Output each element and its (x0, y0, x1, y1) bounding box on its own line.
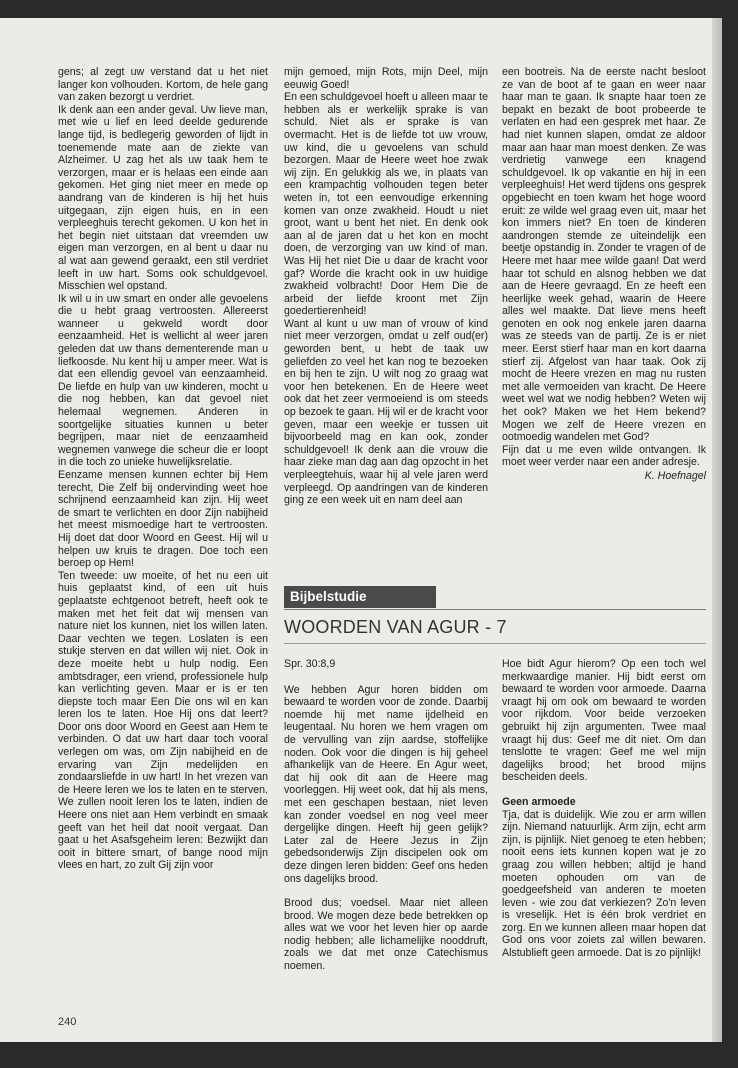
bible-study-column-1 (284, 658, 488, 973)
paragraph: Want al kunt u uw man of vrouw of kind niet meer verzorgen, omdat u zelf oud(er) geworden bent, u hebt de taak uw geliefden zo veel het kan nog te bezoeken en bij hen te zijn. U wilt nog zo graag wat voor hen betekenen. En de Heere weet ook dat het zeer vermoeiend is om steeds op bezoek te gaan. Hij wil er de kracht voor geven, maar een weekje er tussen uit bijvoorbeeld mag en kan ook, zonder schuldgevoel! Ik denk aan die vrouw die haar zieke man dag aan dag opzocht in het verpleegtehuis, waar hij al vele jaren werd verpleegd. Op aandringen van de kinderen ging ze een week uit en nam deel aan (284, 317, 488, 507)
paragraph: Tja, dat is duidelijk. Wie zou er arm willen zijn. Niemand natuurlijk. Arm zijn, echt arm zijn, is pijnlijk. Niet genoeg te eten hebben; nooit eens iets kunnen kopen wat je zo graag zou willen hebben; altijd je hand moeten ophouden om van de goedgeefsheid van anderen te moeten leven - wie zou dat verkiezen? Zo'n leven is vreselijk. Het is één brok verdriet en zorg. En we kunnen alleen maar hopen dat God ons voor zoiets zal willen bewaren. Alstublieft geen armoede. Dat is zo pijnlijk! (502, 808, 706, 960)
article-column-3 (502, 66, 706, 483)
article-title: WOORDEN VAN AGUR - 7 (284, 617, 507, 637)
paragraph: En een schuldgevoel hoeft u alleen maar te hebben als er werkelijk sprake is van schuld. Niet als er sprake is van overmacht. Het is de liefde tot uw vrouw, uw kind, die u gevoelens van schuld bezorgen. Maar de Heere weet hoe zwak wij zijn. En gelukkig als we, in plaats van een krampachtig volhouden tegen beter weten in, tot een eenvoudige erkenning komen van onze zwakheid. Houdt u niet groot, want u bent het niet. En denk ook aan al de jaren dat u het kon en mocht doen, de verzorging van uw kind of man. Was Hij het niet Die u daar de kracht voor gaf? Worde die kracht ook in uw huidige zwakheid volbracht! Door Hem Die de arbeid der liefde kroont met Zijn goedertierenheid! (284, 91, 488, 318)
page-number: 240 (58, 1016, 77, 1028)
paragraph: mijn gemoed, mijn Rots, mijn Deel, mijn eeuwig Goed! (284, 66, 488, 91)
paragraph: We hebben Agur horen bidden om bewaard te worden voor de zonde. Daarbij noemde hij met name ijdelheid en leugentaal. Nu horen we hem vragen om de vervulling van zijn aardse, stoffelijke noden. Ook voor die dingen is hij geheel afhankelijk van de Heere. En Agur weet, dat hij ook dit aan de Heere mag voorleggen. Hij weet ook, dat hij als mens, met een geschapen bestaan, niet leven kan zonder voedsel en nog veel meer dergelijke dingen. Heeft hij geen gelijk? Later zal de Heere Jezus in Zijn gebedsonderwijs Zijn discipelen ook om deze dingen leren bidden: Geef ons heden ons dagelijks brood. (284, 683, 488, 885)
paragraph: Ik denk aan een ander geval. Uw lieve man, met wie u lief en leed deelde gedurende lange tijd, is bedlegerig geworden of lijdt in toenemende mate aan de ziekte van Alzheimer. U zag het als uw taak hem te verzorgen, maar er is helaas een einde aan gekomen. Het ging niet meer en mede op aandrang van de kinderen is hij het huis uitgegaan, zijn eigen huis, en in een verpleeghuis terecht gekomen. U kon het in het begin niet uitstaan dat vreemden uw eigen man verzorgen, en al bent u daar nu al wat aan gewend geraakt, een stil verdriet leeft in uw hart. Soms ook schuldgevoel. Misschien wel opstand. (58, 103, 268, 293)
paragraph: Eenzame mensen kunnen echter bij Hem terecht, Die Zelf bij ondervinding weet hoe schrijnend eenzaamheid kan zijn. Hij weet de smart te verlichten en door Zijn nabijheid het meest mismoedige hart te vertroosten. Hij doet dat door Woord en Geest. Hij wil u helpen uw kruis te dragen. Doe toch een beroep op Hem! (58, 469, 268, 570)
page-edge-shadow (712, 18, 722, 1042)
paragraph: Fijn dat u me even wilde ontvangen. Ik moet weer verder naar een ander adresje. (502, 443, 706, 469)
paragraph: Ten tweede: uw moeite, of het nu een uit huis geplaatst kind, of een uit huis geplaatste echtgenoot betreft, heeft ook te maken met het feit dat wij mensen van nature niet los kunnen, niet los willen laten. Daar vechten we tegen. Loslaten is een stukje sterven en dat willen wij niet. Ook in deze moeite hebt u hulp nodig. Een ambtsdrager, een vriend, professionele hulp kan verlichting geven. Maar er is er ten diepste toch maar Een Die ons wil en kan leren los te laten. Hoe Hij ons dat leert? Door ons door Woord en Geest aan Hem te verbinden. O dat uw hart daar toch vooral verlegen om was, om Zijn nabijheid en de ervaring van Zijn medelijden en zondaarsliefde in uw hart! In het vrezen van de Heere leren we los te laten en te sterven. We zullen nooit leren los te laten, indien de Heere ons niet aan Hem verbindt en smaak geeft van het heil dat nooit vergaat. Dan gaat u het Asafsgeheim leren: Bezwijkt dan ooit in bittere smart, of bange nood mijn vlees en hart, zo zult Gij zijn voor (58, 569, 268, 872)
scripture-reference: Spr. 30:8,9 (284, 658, 336, 670)
paragraph: Brood dus; voedsel. Maar niet alleen brood. We mogen deze bede betrekken op alles wat we voor het leven hier op aarde nodig hebben; alle lichamelijke nooddruft, zoals we dat met onze Catechismus noemen. (284, 897, 488, 973)
paragraph: Ik wil u in uw smart en onder alle gevoelens die u hebt graag vertroosten. Allereerst wanneer u gekweld wordt door eenzaamheid. Het is wellicht al weer jaren geleden dat uw thans dementerende man u liefkoosde. Nu kent hij u amper meer. Wat is dat een ellendig gevoel van eenzaamheid. De liefde en hulp van uw kinderen, mocht u die nog hebben, kan dat gevoel niet helemaal wegnemen. Anderen in soortgelijke situaties kunnen u beter begrijpen, maar niet de eenzaamheid wegnemen vanwege die scheur die er loopt in die toch zo unieke huwelijksrelatie. (58, 292, 268, 469)
title-underline (284, 643, 706, 644)
bible-study-column-2 (502, 658, 706, 960)
magazine-page (0, 18, 722, 1042)
paragraph: gens; al zegt uw verstand dat u het niet langer kon volhouden. Kortom, de hele gang van zaken bezorgt u verdriet. (58, 66, 268, 104)
article-column-2 (284, 66, 488, 507)
section-label: Bijbelstudie (284, 586, 436, 608)
author-signature: K. Hoefnagel (644, 470, 706, 482)
title-rule (284, 609, 706, 610)
subheading: Geen armoede (502, 795, 576, 808)
paragraph: Hoe bidt Agur hierom? Op een toch wel merkwaardige manier. Hij bidt eerst om bewaard te worden voor armoede. Daarna vraagt hij om ook om bewaard te worden voor rijkdom. Voor beide verzoeken gebruikt hij zijn argumenten. Twee maal vraagt hij dus: Geef me dit niet. Om dan tenslotte te vragen: Geef me wel mijn dagelijks brood; het brood mijns bescheiden deels. (502, 658, 706, 784)
paragraph: een bootreis. Na de eerste nacht besloot ze van de boot af te gaan en weer naar haar man te gaan. Ik snapte haar toen ze bepakt en bezakt de boot probeerde te verlaten en had een gesprek met haar. Ze had niet kunnen slapen, omdat ze aldoor maar aan haar man moest denken. Ze was verdrietig vanwege een knagend schuldgevoel. Ik op vakantie en hij in een verpleeghuis! Het werd tijdens ons gesprek opgebiecht en toen kwam het hoge woord eruit: ze wilde wel graag even uit, maar het kon immers niet? En toen de kinderen aandrongen stemde ze uiteindelijk een beetje opstandig in. Zonder te vragen of de Heere met haar mee wilde gaan! Dat werd haar tot schuld en alsnog hebben we dat aan de Heere gevraagd. En ze heeft een heerlijke week gehad, waarin de Heere alles wel maakte. Dat lieve mens heeft genoten en ook nog enkele jaren daarna was ze steeds van de partij. Ze is er niet meer. Eerst stierf haar man en kort daarna stierf zij. Afgelost van haar taak. Ook zij mocht de Heere vrezen en mag nu rusten met alle vermoeiden van kracht. De Heere weet wel wat we nodig hebben? Weten wij het ook? Maken we het Hem bekend? Mogen we zelf de Heere vrezen en ootmoedig wandelen met God? (502, 66, 706, 444)
article-column-1 (58, 66, 268, 872)
